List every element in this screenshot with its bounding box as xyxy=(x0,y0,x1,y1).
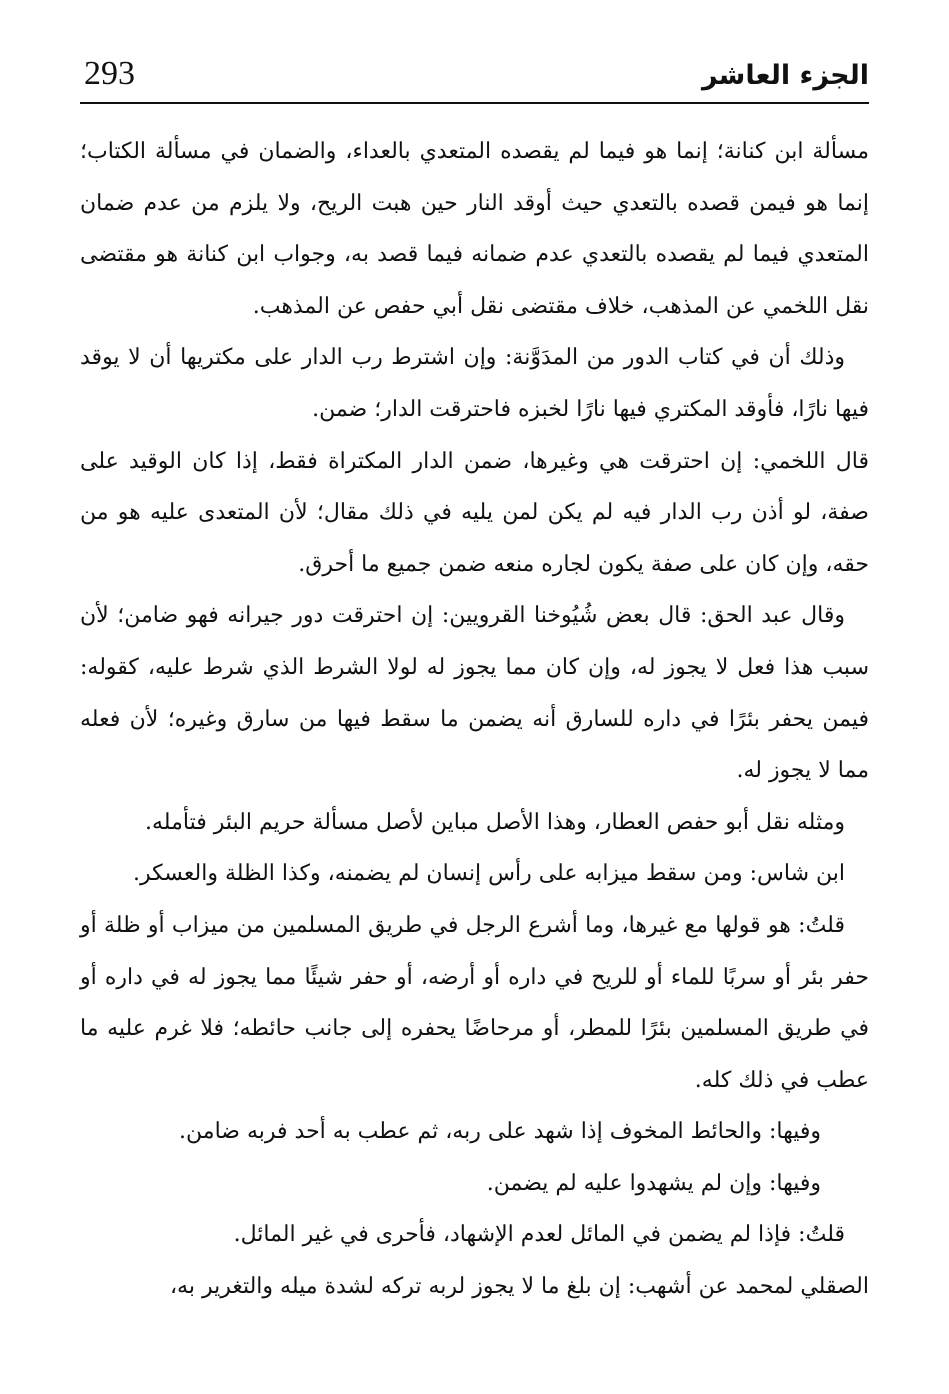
paragraph-9: وفيها: وإن لم يشهدوا عليه لم يضمن. xyxy=(486,1170,821,1196)
paragraph-3: قال اللخمي: إن احترقت هي وغيرها، ضمن الدار المكتراة فقط، إذا كان الوقيد على صفة، لو أذن رب الدار فيه لم يكن لمن يليه في ذلك مقال؛ لأن المتعدى عليه هو من حقه، وإن كان على صفة يكون لجاره منعه ضمن جميع ما أحرق. xyxy=(80,448,869,577)
paragraph-8: وفيها: والحائط المخوف إذا شهد على ربه، ثم عطب به أحد فربه ضامن. xyxy=(179,1119,821,1145)
body-text xyxy=(80,126,869,1313)
paragraph-1: مسألة ابن كنانة؛ إنما هو فيما لم يقصده المتعدي بالعداء، والضمان في مسألة الكتاب؛ إنما هو فيمن قصده بالتعدي حيث أوقد النار حين هبت الريح، ولا يلزم من عدم ضمان المتعدي فيما لم يقصده بالتعدي عدم ضمانه فيما قصد به، وجواب ابن كنانة هو مقتضى نقل اللخمي عن المذهب، خلاف مقتضى نقل أبي حفص عن المذهب. xyxy=(80,139,869,319)
page-number: 293 xyxy=(84,55,135,92)
paragraph-5: ومثله نقل أبو حفص العطار، وهذا الأصل مباين لأصل مسألة حريم البئر فتأمله. xyxy=(145,809,845,835)
paragraph-4: وقال عبد الحق: قال بعض شُيُوخنا القرويين: إن احترقت دور جيرانه فهو ضامن؛ لأن سبب هذا فعل لا يجوز له، وإن كان مما يجوز له لولا الشرط الذي شرط عليه، كقوله: فيمن يحفر بئرًا في داره للسارق أنه يضمن ما سقط فيها من سارق وغيره؛ لأن فعله مما لا يجوز له. xyxy=(80,603,869,784)
paragraph-10: قلتُ: فإذا لم يضمن في المائل لعدم الإشهاد، فأحرى في غير المائل. xyxy=(233,1222,845,1248)
paragraph-6: ابن شاس: ومن سقط ميزابه على رأس إنسان لم يضمنه، وكذا الظلة والعسكر. xyxy=(132,861,845,887)
running-title: الجزء العاشر xyxy=(702,60,869,91)
page-header xyxy=(80,52,869,104)
paragraph-2: وذلك أن في كتاب الدور من المدَوَّنة: وإن اشترط رب الدار على مكتريها أن لا يوقد فيها نارًا، فأوقد المكتري فيها نارًا لخبزه فاحترقت الدار؛ ضمن. xyxy=(80,345,869,422)
paragraph-11: الصقلي لمحمد عن أشهب: إن بلغ ما لا يجوز لربه تركه لشدة ميله والتغرير به، xyxy=(169,1274,869,1300)
paragraph-7: قلتُ: هو قولها مع غيرها، وما أشرع الرجل في طريق المسلمين من ميزاب أو ظلة أو حفر بئر أو سربًا للماء أو للريح في داره أو أرضه، أو حفر شيئًا مما يجوز له في داره أو في طريق المسلمين بئرًا للمطر، أو مرحاضًا يحفره إلى جانب حائطه؛ فلا غرم عليه ما عطب في ذلك كله. xyxy=(80,912,869,1093)
